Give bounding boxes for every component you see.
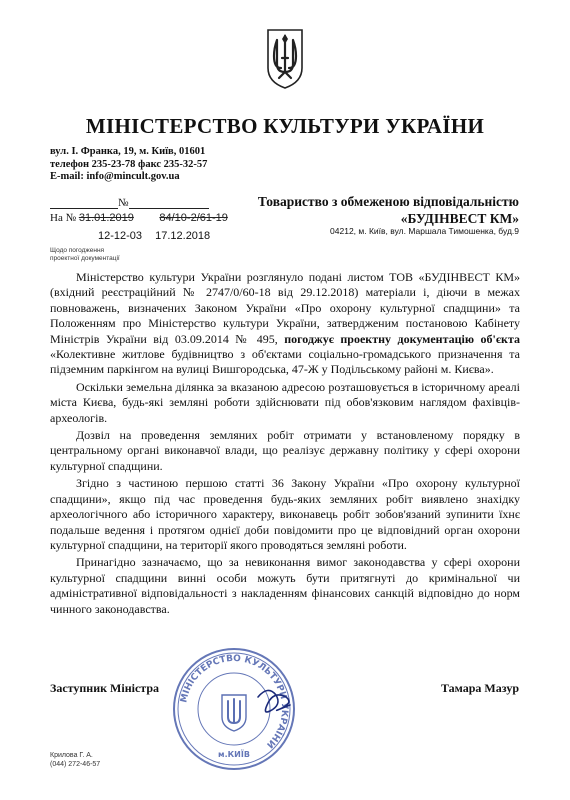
executor-footer — [50, 751, 100, 769]
subject-note — [50, 247, 120, 263]
signatory-name: Тамара Мазур — [440, 681, 519, 695]
ministry-phone: телефон 235-23-78 факс 235-32-57 — [50, 158, 208, 170]
incoming-reference-line — [50, 212, 228, 224]
subject-note-line1: Щодо погодження — [50, 247, 105, 254]
paragraph-3: Дозвіл на проведення земляних робіт отримати у встановленому порядку в центральному органі виконавчої влади, що реалізує державну політику у сфері охорони культурної спадщини. — [50, 428, 520, 473]
ministry-address: вул. І. Франка, 19, м. Київ, 01601 — [50, 146, 206, 157]
registration-line — [98, 230, 220, 242]
paragraph-2: Оскільки земельна ділянка за вказаною адресою розташовується в історичному ареалі міста Києва, будь-які земляні роботи здійснювати під обов'язковим наглядом фахівців-археологів. — [50, 379, 520, 425]
paragraph-5: Принагідно зазначаємо, що за невиконання вимог законодавства у сфері охорони культурної спадщини винні особи можуть бути притягнуті до кримінальної чи адміністративної відповідальності з накладенням фінансових санкцій відповідно до норм чинного законодавства. — [50, 555, 520, 616]
outgoing-number-blank — [129, 197, 209, 209]
subject-note-line2: проектної документації — [50, 255, 120, 262]
paragraph-1-start: Міністерство культури України розглянуло подані листом ТОВ «БУДІНВЕСТ КМ» (вхідний реєстраційний № 2747/0/60-18 від 29.12.2018) матеріали і, діючи в межах повноважень, визначених Законом України «Про охорону культурної спадщини» та Положенням про Міністерство культури України, затвердженим постановою Кабінету Міністрів України від 03.09.2014 № 495, — [50, 270, 520, 346]
crossed-number: 84/10-2/61-19 — [159, 212, 228, 224]
letter-body — [50, 270, 520, 619]
recipient-block — [258, 193, 519, 227]
na-label: На № — [50, 212, 77, 224]
registration-date-2: 17.12.2018 — [155, 230, 211, 242]
ministry-contacts — [50, 146, 207, 184]
recipient-line2: «БУДІНВЕСТ КМ» — [400, 211, 519, 226]
paragraph-4: Згідно з частиною першою статті 36 Закону України «Про охорону культурної спадщини», якщо під час проведення будь-яких земляних робіт виявлено знахідку археологічного або історичного характеру, виконавець робіт зобов'язаний зупинити їхнє подальше ведення і протягом однієї доби повідомити про це відповідний орган охорони культурної спадщини, на території якого проводяться земляні роботи. — [50, 476, 520, 552]
paragraph-1-bold: погоджує проектну документацію об'єкта — [284, 331, 520, 346]
paragraph-1 — [50, 270, 520, 378]
official-seal-icon — [170, 645, 298, 773]
ministry-name: МІНІСТЕРСТВО КУЛЬТУРИ УКРАЇНИ — [85, 114, 485, 138]
seal-city: м.КИЇВ — [218, 750, 250, 759]
paragraph-1-end: «Колективне житлове будівництво з об'єктами соціально-громадського призначення та підземним паркінгом на вулиці Вишгородська, 47-Ж у Подільському районі м. Києва». — [50, 347, 520, 377]
executor-phone: (044) 272-46-57 — [50, 761, 101, 768]
seal-text-top: МІНІСТЕРСТВО КУЛЬТУРИ УКРАЇНИ — [179, 653, 290, 750]
recipient-address: 04212, м. Київ, вул. Маршала Тимошенка, буд.9 — [330, 226, 519, 236]
registration-date-1: 12-12-03 — [98, 230, 143, 242]
crossed-date: 31.01.2019 — [78, 212, 134, 224]
signatory-title: Заступник Міністра — [50, 681, 160, 695]
recipient-line1: Товариство з обмеженою відповідальністю — [257, 194, 519, 209]
trident-coat-of-arms-icon — [265, 28, 305, 90]
outgoing-date-blank — [50, 197, 118, 209]
ministry-email: E-mail: info@mincult.gov.ua — [50, 171, 180, 182]
number-sign: № — [118, 197, 129, 209]
executor-name: Крилова Г. А. — [50, 752, 93, 759]
outgoing-number-line — [50, 197, 218, 209]
